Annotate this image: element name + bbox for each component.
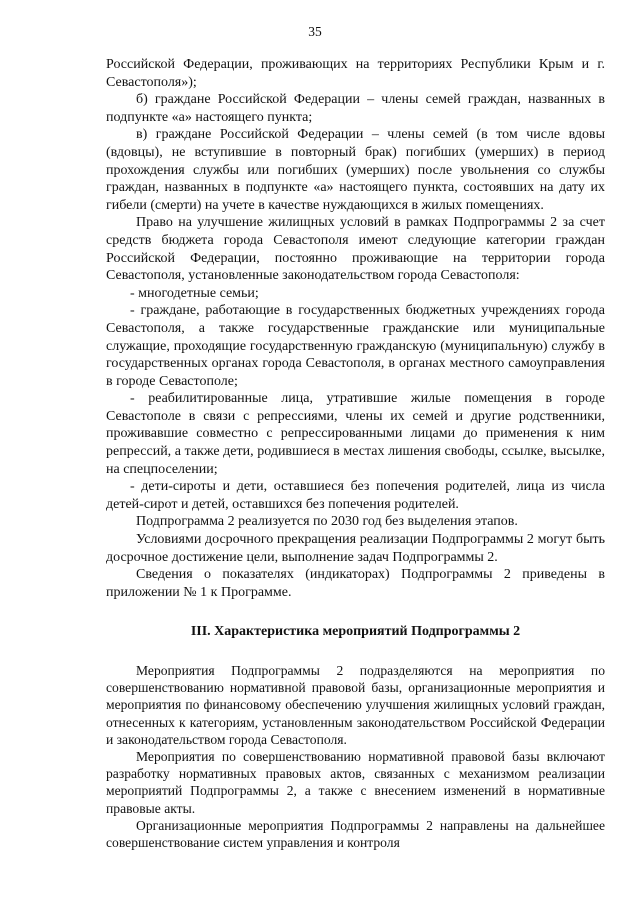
paragraph-item-b: б) граждане Российской Федерации – члены семей граждан, названных в подпункте «а» настоящего пункта;	[106, 92, 605, 125]
page-number: 35	[308, 24, 322, 39]
list-item-large-families: - многодетные семьи;	[130, 285, 259, 301]
list-item-rehabilitated: - реабилитированные лица, утратившие жилые помещения в городе Севастополе в связи с репрессиями, члены их семей и другие родственники, проживавшие совместно с репрессированными лицами до применения к ним репрессий, а также дети, родившиеся в местах лишения свободы, ссылке, высылке, на спецпоселении;	[106, 391, 605, 477]
paragraph-legal-base: Мероприятия по совершенствованию нормативной правовой базы включают разработку нормативных правовых актов, связанных с механизмом реализации мероприятий Подпрограммы 2, а также с внесением изменений в нормативные правовые акты.	[106, 749, 605, 816]
paragraph-term: Подпрограмма 2 реализуется по 2030 год без выделения этапов.	[136, 514, 518, 530]
list-item-orphans: - дети-сироты и дети, оставшиеся без попечения родителей, лица из числа детей-сирот и детей, оставшихся без попечения родителей.	[106, 479, 605, 512]
paragraph-early-termination: Условиями досрочного прекращения реализации Подпрограммы 2 могут быть досрочное достижение цели, выполнение задач Подпрограммы 2.	[106, 532, 605, 565]
paragraph-continuation: Российской Федерации, проживающих на территориях Республики Крым и г. Севастополя»);	[106, 57, 605, 90]
paragraph-measures-overview: Мероприятия Подпрограммы 2 подразделяются на мероприятия по совершенствованию нормативной правовой базы, организационные мероприятия и мероприятия по финансовому обеспечению улучшения жилищных условий граждан, отнесенных к категориям, установленным законодательством Российской Федерации и законодательством города Севастополя.	[106, 663, 605, 747]
paragraph-rights: Право на улучшение жилищных условий в рамках Подпрограммы 2 за счет средств бюджета города Севастополя имеют следующие категории граждан Российской Федерации, постоянно проживающие на территории города Севастополя, установленные законодательством города Севастополя:	[106, 215, 605, 284]
paragraph-item-v: в) граждане Российской Федерации – члены семей (в том числе вдовы (вдовцы), не вступившие в повторный брак) погибших (умерших) в период прохождения службы или погибших (умерших) после увольнения со службы граждан, названных в подпункте «а» настоящего пункта, состоявших на дату их гибели (смерти) на учете в качестве нуждающихся в жилых помещениях.	[106, 127, 605, 213]
list-item-public-employees: - граждане, работающие в государственных бюджетных учреждениях города Севастополя, а также государственные гражданские или муниципальные служащие, проходящие государственную гражданскую (муниципальную) службу в государственных органах города Севастополя, в органах местного самоуправления в городе Севастополе;	[106, 303, 605, 389]
paragraph-organizational: Организационные мероприятия Подпрограммы 2 направлены на дальнейшее совершенствование систем управления и контроля	[106, 817, 605, 851]
section-heading: III. Характеристика мероприятий Подпрограммы 2	[190, 624, 521, 640]
paragraph-indicators: Сведения о показателях (индикаторах) Подпрограммы 2 приведены в приложении № 1 к Программе.	[106, 567, 605, 600]
document-body	[106, 56, 605, 851]
section-body	[106, 662, 605, 851]
